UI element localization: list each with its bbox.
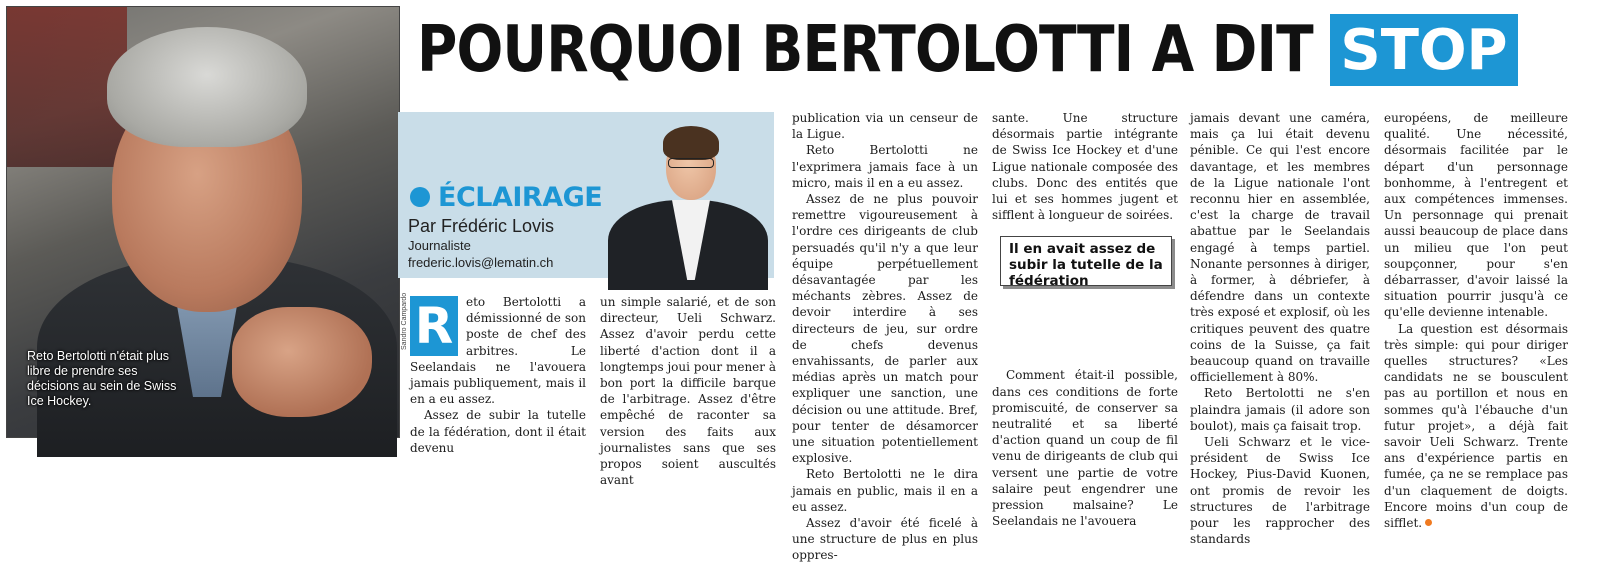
photo-credit: Sandro Campardo xyxy=(401,292,408,350)
bullet-icon xyxy=(410,187,430,207)
paragraph: Assez d'avoir été ficelé à une structure de plus en plus oppres- xyxy=(792,516,978,563)
photo-caption: Reto Bertolotti n'était plus libre de prendre ses décisions au sein de Swiss Ice Hockey. xyxy=(27,349,177,408)
portrait-glasses xyxy=(668,158,714,168)
photo-subject-hand xyxy=(232,307,372,417)
section-tag xyxy=(410,182,602,213)
author-email[interactable]: frederic.lovis@lematin.ch xyxy=(408,255,554,270)
article-column-5 xyxy=(1190,110,1370,547)
drop-cap: R xyxy=(410,296,458,356)
pull-quote-text: Il en avait assez de subir la tutelle de la fédération xyxy=(1000,236,1172,286)
author-box xyxy=(398,112,774,278)
article-photo xyxy=(6,6,400,438)
paragraph: Reto Bertolotti ne s'en plaindra jamais (il adore son boulot), mais ça faisait trop. xyxy=(1190,386,1370,433)
author-portrait xyxy=(608,118,768,278)
photo-subject-hair xyxy=(107,27,307,147)
portrait-hair xyxy=(663,126,719,160)
paragraph: Assez de subir la tutelle de la fédération, dont il était devenu xyxy=(410,408,586,455)
article-column-6 xyxy=(1384,110,1568,531)
author-role: Journaliste xyxy=(408,238,471,253)
paragraph: jamais devant une caméra, mais ça lui était devenu pénible. Ce qui l'est encore davantage, et les membres de la Ligue nationale l'ont reconnu hier en assemblée, c'est la charge de travail abattue par le Seelandais engagé à temps partiel. Nonante personnes à diriger, à former, à débriefer, à défendre dans un contexte très exposé et explosif, où les critiques peuvent des quatre coins de la Suisse, ça fait beaucoup quand on travaille officiellement à 80%. xyxy=(1190,111,1370,385)
paragraph: sante. Une structure désormais partie intégrante de Swiss Ice Hockey et d'une Ligue nationale composée des clubs. Donc des entités que lui et ses hommes jugent et sifflent à longueur de soirées. xyxy=(992,111,1178,223)
paragraph: Reto Bertolotti ne l'exprimera jamais face à un micro, mais il en a eu assez. xyxy=(792,143,978,190)
article-column-1 xyxy=(410,294,586,455)
author-byline: Par Frédéric Lovis xyxy=(408,216,555,236)
section-label: ÉCLAIRAGE xyxy=(438,182,603,213)
paragraph: eto Bertolotti a démissionné de son poste de chef des arbitres. Le Seelandais ne l'avouera jamais publiquement, mais il en a eu assez. xyxy=(410,295,586,407)
last-paragraph-text: La question est désormais très simple: qui pour diriger quelles structures? «Les candidats ne se bousculent pas au portillon et nous en sommes qu'à l'ébauche d'un futur projet», a déjà fait savoir Ueli Schwarz. Trente ans d'expérience partis en fumée, ça ne se remplace pas d'un claquement de doigts. Encore moins d'un coup de sifflet. xyxy=(1384,321,1568,531)
article-column-2 xyxy=(600,294,776,488)
headline-highlight: STOP xyxy=(1330,14,1518,86)
headline-text: POURQUOI BERTOLOTTI A DIT xyxy=(417,13,1313,87)
paragraph: Comment était-il possible, dans ces conditions de forte promiscuité, de conserver sa neutralité et sa liberté d'action quand un coup de fil venu de dirigeants de club qui versent une partie de votre salaire peut engendrer une pression malsaine? Le Seelandais ne l'avouera xyxy=(992,368,1178,529)
article-column-3 xyxy=(792,110,978,563)
paragraph: un simple salarié, et de son directeur, Ueli Schwarz. Assez d'avoir perdu cette liberté d'action dont il a longtemps joui pour mener à bon port la difficile barque de l'arbitrage. Assez d'être empêché de raconter sa version des faits aux journalistes sans que ses propos soient auscultés avant xyxy=(600,295,776,488)
paragraph: Reto Bertolotti ne le dira jamais en public, mais il en a eu assez. xyxy=(792,467,978,514)
end-mark-icon xyxy=(1425,519,1432,526)
pull-quote xyxy=(1000,236,1174,289)
paragraph: Ueli Schwarz et le vice-président de Swiss Ice Hockey, Pius-David Kuonen, ont promis de revoir les structures de l'arbitrage pour les rapprocher des standards xyxy=(1190,435,1370,547)
paragraph: Assez de ne plus pouvoir remettre vigoureusement à l'ordre ces dirigeants de club persuadés qu'il n'y a que leur équipe perpétuellement désavantagée par les méchants zèbres. Assez de devoir interdire à ses directeurs de jeu, sur ordre de chefs devenus envahissants, de parler aux médias après un match pour expliquer une sanction, une décision ou une attitude. Bref, pour tenter de désamorcer une situation potentiellement explosive. xyxy=(792,192,978,466)
paragraph xyxy=(1384,321,1568,532)
headline xyxy=(417,12,1459,88)
paragraph: européens, de meilleure qualité. Une nécessité, désormais facilitée par le départ d'un personnage bonhomme, à l'entregent et aux compétences immenses. Un personnage qui prenait aussi beaucoup de place dans un milieu que l'on peut soupçonner, pour s'en débarrasser, d'avoir laissé la situation pourrir jusqu'à ce qu'elle devienne intenable. xyxy=(1384,111,1568,320)
paragraph: publication via un censeur de la Ligue. xyxy=(792,111,978,142)
